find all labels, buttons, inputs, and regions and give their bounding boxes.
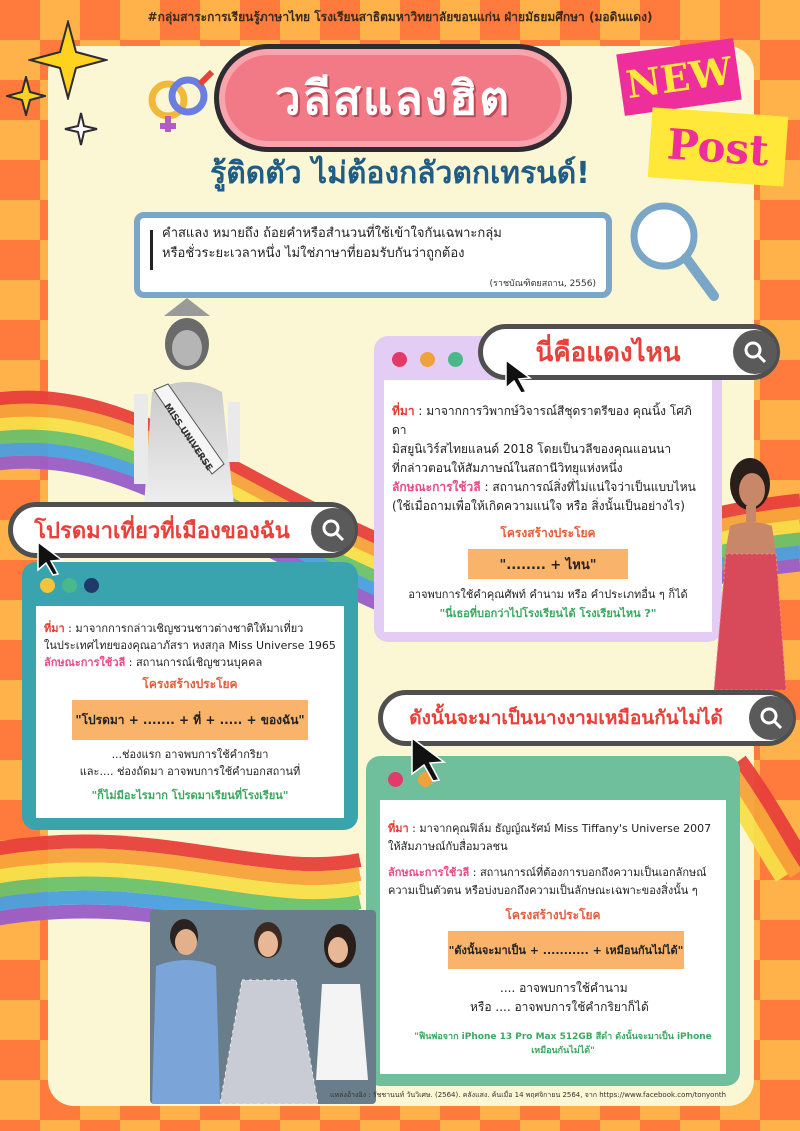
subtitle: รู้ติดตัว ไม่ต้องกลัวตกเทรนด์! <box>210 156 590 191</box>
origin-label: ที่มา <box>44 622 65 635</box>
usage-label: ลักษณะการใช้วลี <box>44 656 126 669</box>
cursor-arrow-icon <box>410 736 450 782</box>
example-text: "นี่เธอที่บอกว่าไปโรงเรียนได้ โรงเรียนไหน ?" <box>439 607 657 620</box>
origin-text: : มาจากคุณฟิล์ม ธัญญ์ณรัศม์ Miss Tiffany's Universe 2007 <box>408 822 712 835</box>
slang-card-2 <box>22 562 358 830</box>
page-title <box>214 44 572 152</box>
miss-universe-1965-photo <box>124 294 250 506</box>
cursor-arrow-icon <box>36 540 66 576</box>
window-dot-green <box>448 352 463 367</box>
usage-text: ความเป็นตัวตน หรือบ่งบอกถึงความเป็นลักษณะเฉพาะของสิ่งนั้น ๆ <box>388 884 698 897</box>
slang-card-1 <box>374 336 722 642</box>
window-dot-orange <box>420 352 435 367</box>
structure-note: อาจพบการใช้คำคุณศัพท์ คำนาม หรือ คำประเภทอื่น ๆ ก็ได้ <box>408 588 688 601</box>
usage-text: : สถานการณ์ที่ต้องการบอกถึงความเป็นเอกลักษณ์ <box>469 866 707 879</box>
slang-3-title: ดังนั้นจะมาเป็นนางงามเหมือนกันไม่ได้ <box>409 707 723 729</box>
origin-text: ในประเทศไทยของคุณอาภัสรา หงสกุล Miss Universe 1965 <box>44 639 336 652</box>
example-text: "ก็ไม่มีอะไรมาก โปรดมาเรียนที่โรงเรียน" <box>91 789 289 802</box>
magnifier-icon <box>624 196 720 306</box>
structure-box: "........ + ไหน" <box>468 549 628 579</box>
window-dot-yellow <box>40 578 55 593</box>
structure-note: และ.... ช่องถัดมา อาจพบการใช้คำบอกสถานที่ <box>79 765 301 778</box>
origin-label: ที่มา <box>388 822 409 835</box>
window-dot-navy <box>84 578 99 593</box>
slang-card-3 <box>366 756 740 1086</box>
slang-card-3-body <box>380 800 726 1074</box>
example-text: "ฟินพ่อจาก iPhone 13 Pro Max 512GB สีดำ ดังนั้นจะมาเป็น iPhone เหมือนกันไม่ได้" <box>414 1032 712 1056</box>
cursor-arrow-icon <box>504 358 534 394</box>
search-button <box>733 330 777 374</box>
structure-note: หรือ .... อาจพบการใช้คำกริยาก็ได้ <box>470 1000 649 1014</box>
definition-line: หรือชั่วระยะเวลาหนึ่ง ไม่ใช่ภาษาที่ยอมรับกันว่าถูกต้อง <box>162 246 465 261</box>
usage-text: : สถานการณ์เชิญชวนบุคคล <box>125 656 263 669</box>
definition-line: คำสแลง หมายถึง ถ้อยคำหรือสำนวนที่ใช้เข้าใจกันเฉพาะกลุ่ม <box>162 226 502 241</box>
usage-label: ลักษณะการใช้วลี <box>388 866 470 879</box>
title-text: วลีสแลงฮิต <box>274 70 512 125</box>
red-dress-photo <box>700 450 796 690</box>
header-tag: #กลุ่มสาระการเรียนรู้ภาษาไทย โรงเรียนสาธิตมหาวิทยาลัยขอนแก่น ฝ่ายมัธยมศึกษา (มอดินแดง) <box>147 10 653 24</box>
structure-note: .... อาจพบการใช้คำนาม <box>500 981 628 995</box>
slang-1-title: นี่คือแดงไหน <box>535 337 681 368</box>
structure-note: ...ช่องแรก อาจพบการใช้คำกริยา <box>111 748 269 761</box>
structure-box: "ดังนั้นจะมาเป็น + ........... + เหมือนกันไม่ได้" <box>448 931 684 969</box>
window-dot-red <box>388 772 403 787</box>
usage-text: : สถานการณ์สิ่งที่ไม่แน่ใจว่าเป็นแบบไหน <box>480 480 696 494</box>
structure-label: โครงสร้างประโยค <box>500 526 596 540</box>
sparkle-icon <box>6 76 46 116</box>
window-dot-green <box>62 578 77 593</box>
post-tag: Post <box>648 107 789 186</box>
sash-text: MISS UNIVERSE <box>161 402 214 474</box>
text-cursor-bar <box>150 230 153 270</box>
usage-text: (ใช้เมื่อถามเพื่อให้เกิดความแน่ใจ หรือ สิ่งนั้นเป็นอย่างไร) <box>392 499 685 513</box>
footer-reference: แหล่งอ้างอิง : รัชชานนท์ วันวิเศษ. (2564). คลังแสง. ค้นเมื่อ 14 พฤศจิกายน 2564, จาก https://www.facebook.com/tonyonth <box>330 1091 727 1099</box>
origin-text: : มาจากการวิพากษ์วิจารณ์สีชุดราตรีของ คุณนิ้ง โศภิดา <box>392 404 692 437</box>
search-icon <box>743 340 767 364</box>
new-tag: NEW <box>616 38 741 116</box>
structure-box: "โปรดมา + ....... + ที่ + ..... + ของฉัน" <box>72 700 308 740</box>
search-button <box>311 508 355 552</box>
sparkle-icon <box>64 112 98 146</box>
definition-source: (ราชบัณฑิตยสถาน, 2556) <box>489 279 596 289</box>
search-icon <box>321 518 345 542</box>
origin-text: : มาจากการกล่าวเชิญชวนชาวต่างชาติให้มาเที่ยว <box>64 622 304 635</box>
slang-card-2-body <box>36 606 344 818</box>
gender-symbol-icon <box>144 66 216 136</box>
definition-text <box>162 224 596 264</box>
search-icon <box>759 706 783 730</box>
structure-label: โครงสร้างประโยค <box>505 908 601 922</box>
usage-label: ลักษณะการใช้วลี <box>392 480 481 494</box>
structure-label: โครงสร้างประโยค <box>142 677 238 691</box>
slang-card-1-body <box>384 380 712 632</box>
search-button <box>749 696 793 740</box>
interview-photo <box>150 910 376 1104</box>
origin-label: ที่มา <box>392 404 415 418</box>
origin-text: ให้สัมภาษณ์กับสื่อมวลชน <box>388 840 508 853</box>
definition-box <box>134 212 612 298</box>
origin-text: มิสยูนิเวิร์สไทยแลนด์ 2018 โดยเป็นวลีของคุณแอนนา <box>392 442 672 456</box>
origin-text: ที่กล่าวตอนให้สัมภาษณ์ในสถานีวิทยุแห่งหนึ่ง <box>392 461 623 475</box>
window-dot-red <box>392 352 407 367</box>
slang-2-title: โปรดมาเที่ยวที่เมืองของฉัน <box>34 518 290 544</box>
